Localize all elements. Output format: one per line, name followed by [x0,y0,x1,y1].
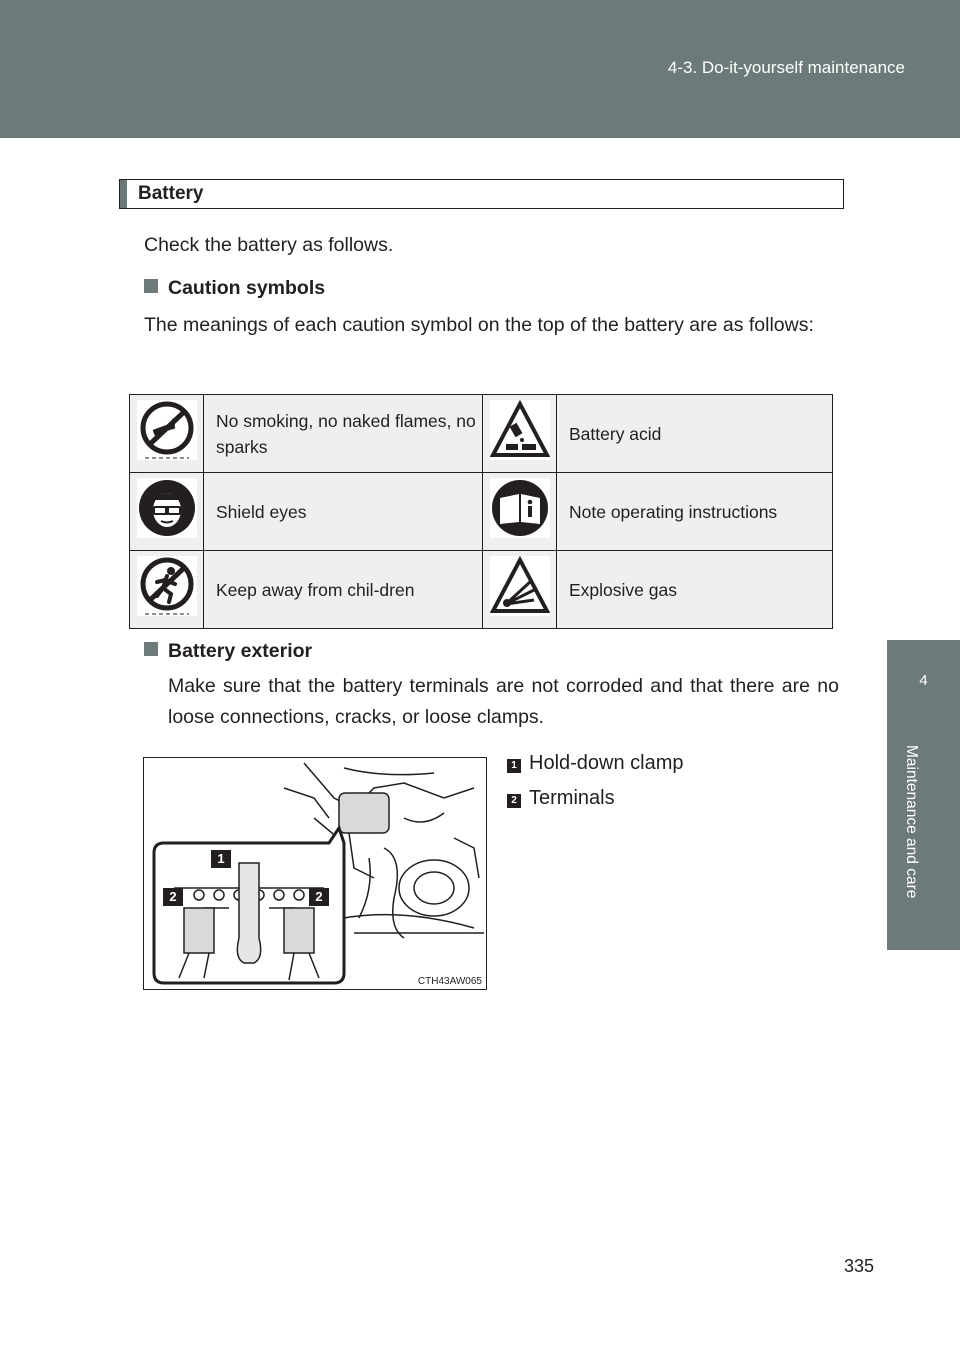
exterior-text: Make sure that the battery terminals are not corroded and that there are no loose connections, cracks, or loose clamps. [168,675,839,728]
symbol-cell [483,551,557,629]
caution-text: The meanings of each caution symbol on the top of the battery are as follows: [144,314,814,336]
symbol-label: Note operating instructions [557,473,833,551]
symbol-label: Shield eyes [204,473,483,551]
keep-children-away-icon [137,556,197,616]
exterior-heading: Battery exterior [168,640,313,662]
battery-heading: Battery [138,183,204,204]
callout-1: 1 [211,850,231,868]
symbol-cell [483,395,557,473]
symbol-label: No smoking, no naked flames, no sparks [204,395,483,473]
symbol-label: Explosive gas [557,551,833,629]
battery-acid-icon [490,400,550,460]
engine-bay-illustration [144,758,487,990]
legend-label: Terminals [529,787,615,809]
callout-2-right: 2 [309,888,329,906]
legend-number: 2 [507,794,521,808]
symbol-cell [130,395,204,473]
caution-heading-row [144,273,325,304]
explosive-gas-icon [490,556,550,616]
no-smoking-icon [137,400,197,460]
battery-intro: Check the battery as follows. [144,234,394,256]
callout-2-left: 2 [163,888,183,906]
symbol-cell [483,473,557,551]
battery-figure [143,757,487,990]
figure-code: CTH43AW065 [417,976,482,987]
chapter-label: Maintenance and care [903,745,920,899]
table-row [130,395,833,473]
legend-item [507,752,684,775]
symbol-cell [130,473,204,551]
table-row [130,473,833,551]
operating-instructions-icon [490,478,550,538]
exterior-heading-row [144,636,312,667]
legend-number: 1 [507,759,521,773]
page-number: 335 [843,1256,874,1276]
legend-label: Hold-down clamp [529,752,684,774]
table-row [130,551,833,629]
battery-heading-box [119,179,844,209]
symbol-label: Keep away from chil-dren [204,551,483,629]
legend-item [507,787,615,810]
shield-eyes-icon [137,478,197,538]
symbol-label: Battery acid [557,395,833,473]
heading-accent-bar [120,180,127,208]
section-title: 4-3. Do-it-yourself maintenance [667,58,905,77]
square-bullet-icon [144,642,158,656]
caution-symbols-table [129,394,833,629]
square-bullet-icon [144,279,158,293]
symbol-cell [130,551,204,629]
caution-heading: Caution symbols [168,277,326,299]
chapter-number: 4 [919,672,928,689]
